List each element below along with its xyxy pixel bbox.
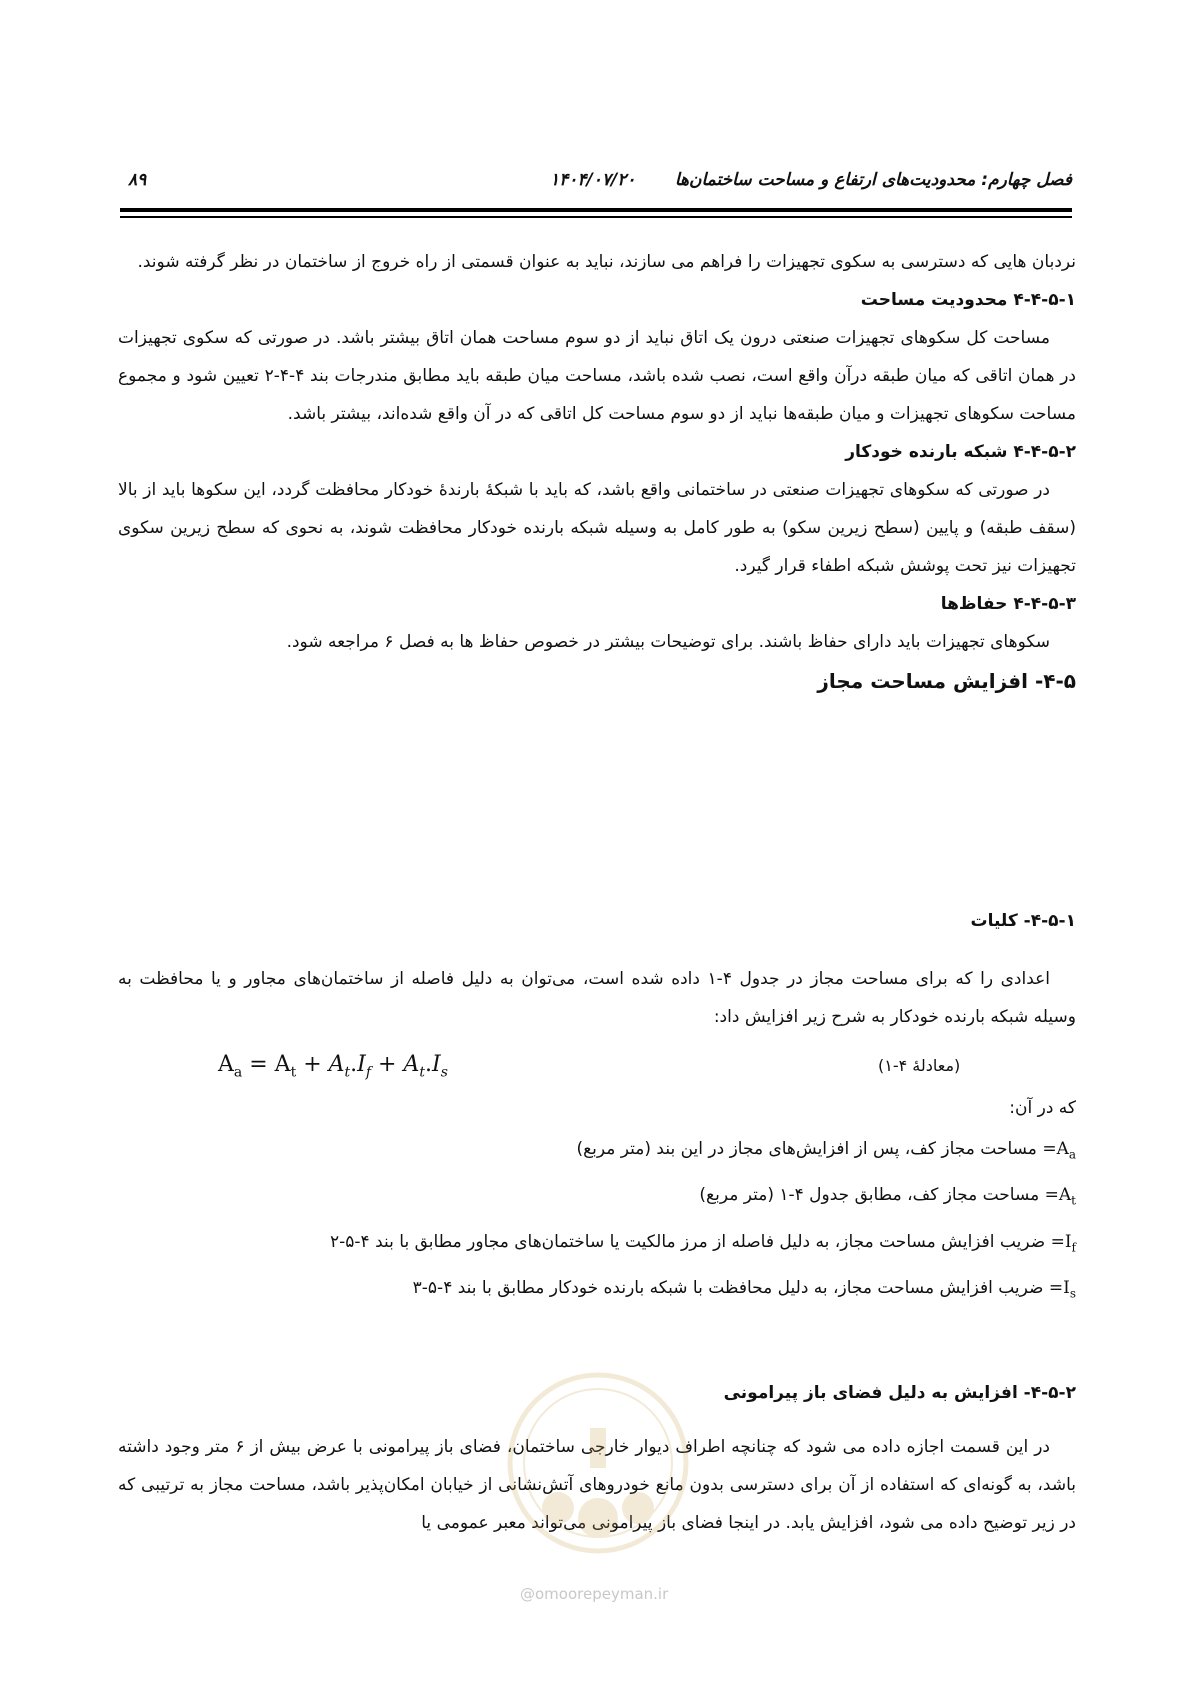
equation-definitions (118, 1088, 1076, 1315)
heading-4-4-5-2: ۴-۴-۵-۲ شبکه بارنده خودکار (845, 442, 1076, 462)
header-rule-thick (120, 208, 1072, 212)
paragraph-4-4-5-3: سکوهای تجهیزات باید دارای حفاظ باشند. برای توضیحات بیشتر در خصوص حفاظ ها به فصل ۶ مراجعه شود. (286, 632, 1050, 652)
page-header (120, 170, 1072, 198)
intro-paragraph: نردبان هایی که دسترسی به سکوی تجهیزات را فراهم می سازند، نباید به عنوان قسمتی از راه خروج از ساختمان در نظر گرفته شوند. (137, 252, 1076, 272)
paragraph-4-5-2: در این قسمت اجازه داده می شود که چنانچه اطراف دیوار خارجی ساختمان، فضای باز پیرامونی با عرض بیش از ۶ متر وجود داشته باشد، به گونه‌ای که استفاده از آن برای دسترسی بدون مانع خودروهای آتش‌نشانی از خیابان امکان‌پذیر باشد، مساحت مجاز به ترتیبی که در زیر توضیح داده می شود، افزایش یابد. در اینجا فضای باز پیرامونی می‌تواند معبر عمومی یا (118, 1437, 1076, 1533)
header-date: ۱۴۰۴/۰۷/۲۰ (550, 170, 636, 190)
heading-4-5-1: ۴-۵-۱- کلیات (970, 911, 1076, 931)
watermark-logo-icon (498, 1368, 698, 1558)
paragraph-4-5-1: اعدادی را که برای مساحت مجاز در جدول ۴-۱ داده شده است، می‌توان به دلیل فاصله از ساختمان‌های مجاور و یا محافظت به وسیله شبکه بارنده خودکار به شرح زیر افزایش داد: (118, 969, 1076, 1027)
chapter-title: فصل چهارم: محدودیت‌های ارتفاع و مساحت ساختمان‌ها (674, 170, 1072, 190)
definitions-intro: که در آن: (1009, 1098, 1076, 1118)
definition-item: $A_a=$ مساحت مجاز کف، پس از افزایش‌های مجاز در این بند (متر مربع) (576, 1139, 1076, 1162)
header-rule-thin (120, 216, 1072, 218)
body-4-5-1 (118, 902, 1076, 940)
paragraph-4-4-5-2: در صورتی که سکوهای تجهیزات صنعتی در ساختمانی واقع باشد، که باید با شبکۀ بارندۀ خودکار محافظت گردد، این سکوها باید از بالا (سقف طبقه) و پایین (سطح زیرین سکو) به طور کامل به وسیله شبکه بارنده خودکار محافظت شوند، به نحوی که سطح زیرین سکوی تجهیزات نیز تحت پوشش شبکه اطفاء قرار گیرد. (118, 480, 1076, 576)
definition-item: $I_s=$ ضریب افزایش مساحت مجاز، به دلیل محافظت با شبکه بارنده خودکار مطابق با بند ۴-۵-۳ (412, 1278, 1076, 1301)
definition-item: $I_f=$ ضریب افزایش مساحت مجاز، به دلیل فاصله از مرز مالکیت یا ساختمان‌های مجاور مطابق با بند ۴-۵-۲ (329, 1231, 1076, 1255)
body-top (118, 243, 1076, 701)
equation-label: (معادلۀ ۴-۱) (878, 1056, 961, 1075)
watermark-url: @omoorepeyman.ir (520, 1585, 669, 1603)
equation-row (118, 1052, 1076, 1092)
paragraph-4-4-5-1: مساحت کل سکوهای تجهیزات صنعتی درون یک اتاق نباید از دو سوم مساحت همان اتاق بیشتر باشد. در صورتی که سکوی تجهیزات در همان اتاقی که میان طبقه درآن واقع است، نصب شده باشد، مساحت میان طبقه باید مطابق مندرجات بند ۴-۴-۲ تعیین شود و مجموع مساحت سکوهای تجهیزات و میان طبقه‌ها نباید از دو سوم مساحت کل اتاقی که در آن واقع شده‌اند، بیشتر باشد. (118, 328, 1076, 424)
heading-4-4-5-3: ۴-۴-۵-۳ حفاظ‌ها (940, 594, 1076, 614)
body-4-5-1-text (118, 960, 1076, 1036)
heading-4-4-5-1: ۴-۴-۵-۱ محدودیت مساحت (860, 290, 1076, 310)
heading-4-5: ۴-۵- افزایش مساحت مجاز (817, 669, 1076, 693)
page-number: ۸۹ (128, 170, 147, 190)
equation-formula: $A_a = A_t + A_t.I_f + A_t.I_s$ (218, 1052, 448, 1081)
definition-item: $A_t=$ مساحت مجاز کف، مطابق جدول ۴-۱ (متر مربع) (699, 1185, 1076, 1208)
heading-4-5-2: ۴-۵-۲- افزایش به دلیل فضای باز پیرامونی (723, 1383, 1076, 1403)
